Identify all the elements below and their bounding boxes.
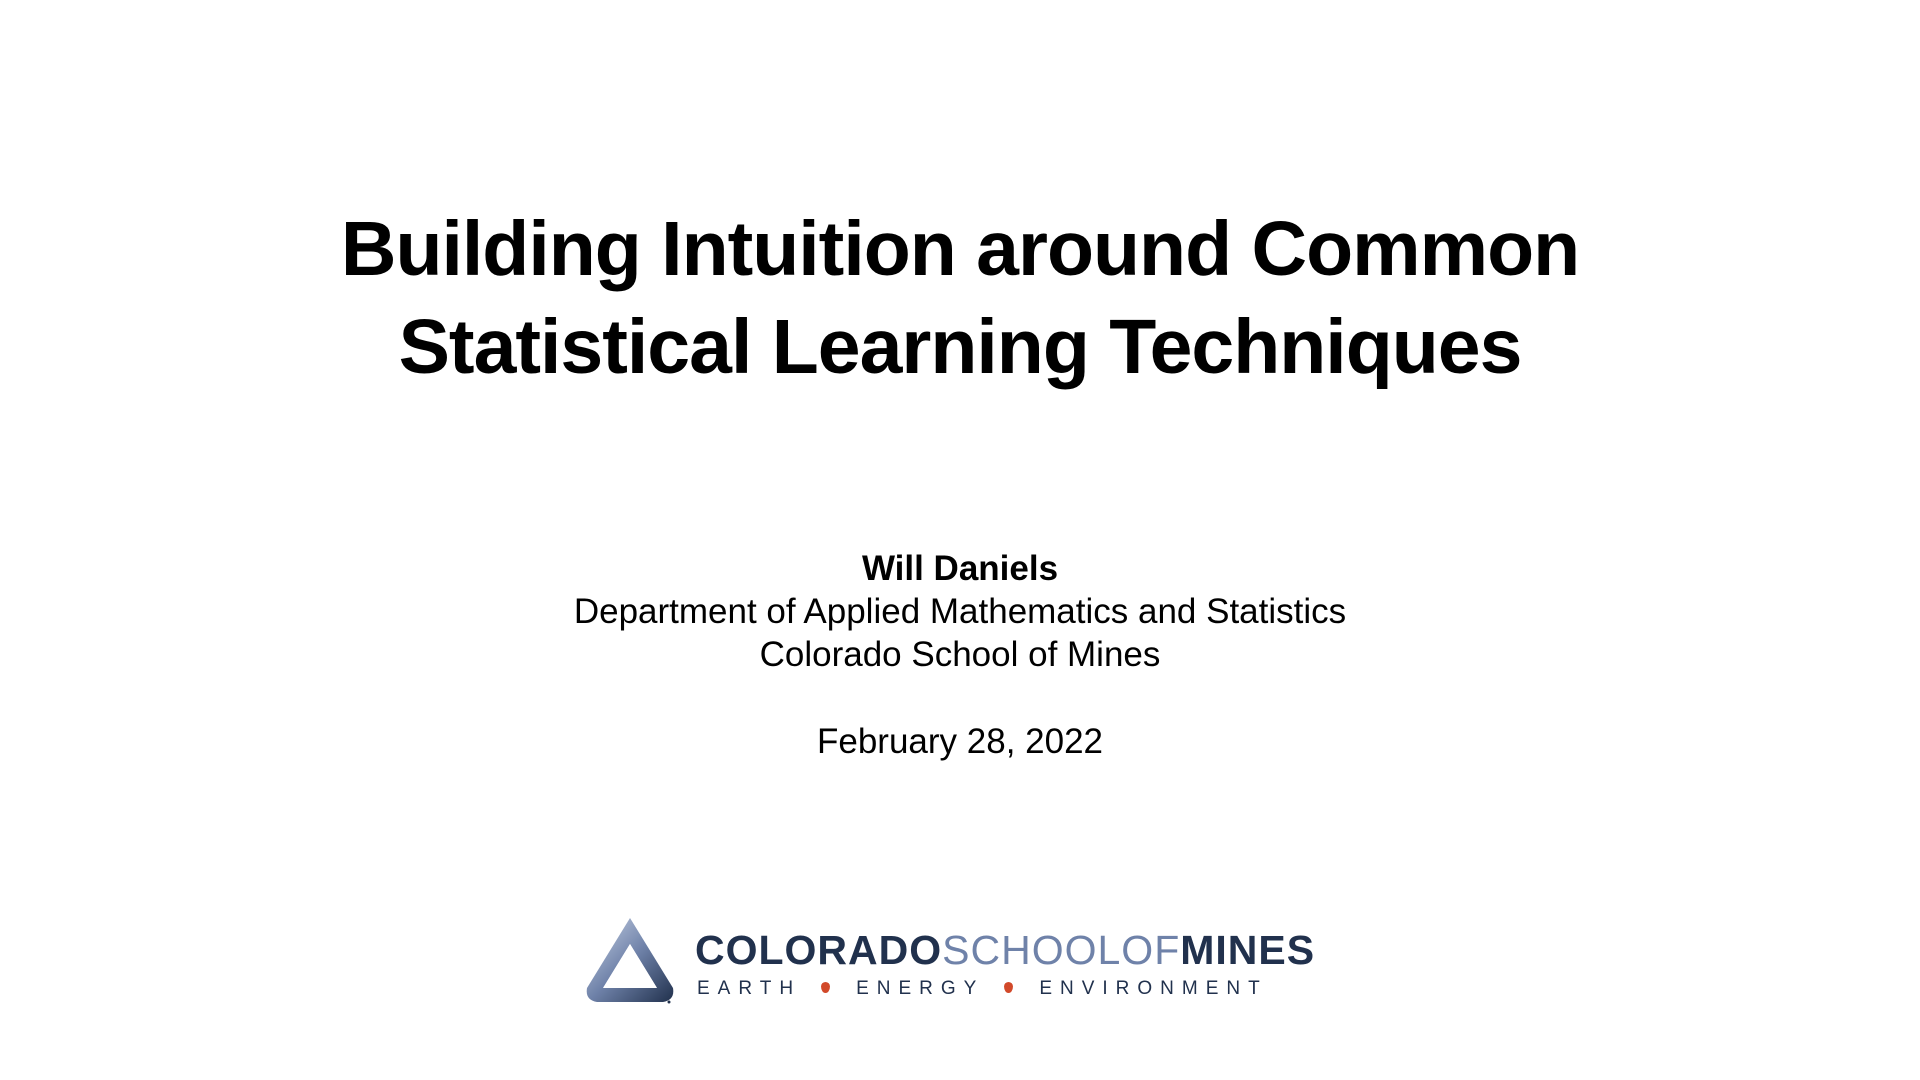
flame-dot-icon (821, 982, 830, 993)
slide-title (0, 200, 1920, 396)
tagline-energy: ENERGY (856, 978, 985, 999)
tagline-earth: EARTH (697, 978, 802, 999)
wordmark-colorado: COLORADO (695, 927, 943, 973)
logo-tagline (697, 978, 1268, 1000)
department: Department of Applied Mathematics and Statistics (573, 592, 1347, 631)
title-line-2: Statistical Learning Techniques (398, 304, 1522, 390)
author-block (0, 547, 1920, 676)
institution: Colorado School of Mines (759, 635, 1161, 674)
flame-dot-icon (1004, 982, 1013, 993)
presentation-date: February 28, 2022 (816, 722, 1103, 761)
tagline-environment: ENVIRONMENT (1039, 978, 1268, 999)
wordmark-school-of: SCHOOLOF (942, 927, 1181, 973)
logo-wordmark (695, 928, 1315, 972)
wordmark-mines: MINES (1180, 927, 1316, 973)
title-line-1: Building Intuition around Common (340, 206, 1580, 292)
mines-triangle-logo-icon (585, 916, 675, 1006)
institution-logo (585, 916, 1345, 1006)
author-name: Will Daniels (861, 549, 1059, 588)
